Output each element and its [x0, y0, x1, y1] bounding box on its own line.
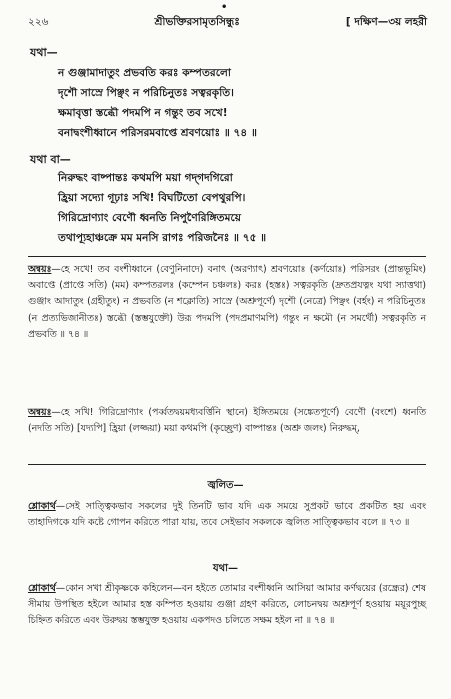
book-title: শ্রীভক্তিরসামৃতসিন্ধুঃ: [154, 15, 240, 28]
verse-line: ক্ষমাবৃত্তা স্তব্ধৌ পদমপি ন গন্তুং তব সখে!: [58, 107, 228, 119]
meaning-lead: শ্লোকার্থ: [28, 583, 56, 594]
verse-line: নিরুদ্ধং বাষ্পান্তঃ কথমপি ময়া গদ্‌গদগিরো: [58, 172, 233, 184]
section-divider: [28, 256, 426, 257]
example-1-label: যথা—: [30, 46, 58, 59]
section-label: [ দক্ষিণ—৩য় লহরী: [345, 15, 427, 28]
commentary-paragraph: [28, 405, 426, 437]
top-dot: •: [221, 2, 228, 13]
page-header: [28, 14, 427, 32]
verse-line: হ্রিয়া সদ্যো গূঢ়াঃ সখি! বিঘটিতো বেপথুরপি।: [58, 192, 246, 204]
verse-line: বনাদ্বংশীধ্বানে পরিসরমবাপ্তে শ্রবণয়োঃ ॥ ৭৪ ॥: [58, 127, 257, 139]
example-2-label: যথা বা—: [30, 153, 71, 166]
meaning-text: —সেই সাত্ত্বিকভাব সকলের দুই তিনটি ভাব যদি এক সময়ে সুপ্রকট ভাবে প্রকটিত হয় এবং তাহাদিগকে যদি কষ্টে গোপন করিতে পারা যায়, তবে সেইভাব সকলকে জ্বলিত সাত্ত্বিকভাব বলে ॥ ৭৩ ॥: [28, 501, 426, 529]
verse-line: ন গুঞ্জামাদাতুং প্রভবতি করঃ কম্পতরলো: [58, 67, 231, 79]
commentary-lead: অন্বয়ঃ: [28, 264, 52, 275]
page-number: ২২৬: [28, 15, 49, 28]
commentary-lead: অন্বয়ঃ: [28, 407, 52, 418]
verse-line: তথাপ্যূহাঞ্চক্রে মম মনসি রাগঃ পরিজনৈঃ ॥ ৭৫ ॥: [58, 232, 267, 244]
verse-line: গিরিদ্রোণ্যাং বেণৌ ধ্বনতি নিপুণৈরিঙ্গিতময়ে: [58, 212, 241, 224]
example-3-label: যথা—: [212, 563, 239, 574]
commentary-text: —হে সখি! গিরিদ্রোণ্যাং (পর্ব্বতদ্বয়মধ্যবর্ত্তিনি স্থানে) ইঙ্গিতময়ে (সঙ্কেতপূর্ণে) বেণৌ (বংশে) ধ্বনতি (নদতি সতি) [যদ্যপি] হ্রিয়া (লজ্জয়া) ময়া কথমপি (কৃচ্ছ্রেণ) বাষ্পান্তঃ (অশ্রু জলং) নিরুদ্ধম্,: [28, 407, 426, 435]
meaning-lead: শ্লোকার্থ: [28, 501, 56, 512]
commentary-paragraph: [28, 262, 426, 343]
meaning-text: —কোন সখা শ্রীকৃষ্ণকে কহিলেন—বন হইতে তোমার বংশীধ্বনি আসিয়া আমার কর্ণদ্বয়ের (রন্ধ্রের) শেষ সীমায় উপস্থিত হইলে আমার হস্ত কম্পিত হওয়ায় গুঞ্জা গ্রহণ করিতে, লোচনদ্বয় অশ্রুপূর্ণ হওয়ায় ময়ূরপুচ্ছ চিহ্নিত করিতে এবং উরুদ্বয় স্তম্ভযুক্ত হওয়ায় একপদও চলিতে সক্ষম হইল না ॥ ৭৪ ॥: [28, 583, 426, 627]
commentary-text: —হে সখে! তব বংশীধ্বানে (বেণুনিনাদে) বনাৎ (অরণ্যাৎ) শ্রবণয়োঃ (কর্ণয়োঃ) পরিসরং (প্রান্তভূমিং) অবাপ্তে (প্রাপ্তে সতি) (মম) কম্পতরলঃ (কম্পেন চঞ্চলঃ) করঃ (হস্তঃ) সত্বরকৃতি (দ্রুতপ্রযত্নং যথা স্যাত্তথা) গুঞ্জাং আদাতুং (গ্রহীতুং) ন প্রভবতি (ন শক্লোতি) সাস্রে (অশ্রুপূর্ণে) দৃশৌ (নেত্রে) পিঞ্ছং (বর্হং) ন পরিচিনুতঃ (ন প্রত্যভিজানীতঃ) স্তব্ধৌ (স্তম্ভযুক্তৌ) উরূ পদমপি (পদপ্রমাণমপি) গন্তুং ন ক্ষমৌ (ন সমর্থৌ) সত্বরকৃতি ন প্রভবতি ॥ ৭৪ ॥: [28, 264, 426, 340]
section-heading: জ্বলিত—: [207, 480, 244, 491]
meaning-paragraph: [28, 499, 426, 531]
section-divider: [28, 464, 426, 465]
meaning-paragraph: [28, 581, 426, 630]
verse-line: দৃশৌ সাস্রে পিঞ্ছং ন পরিচিনুতঃ সত্বরকৃতি।: [58, 87, 234, 99]
